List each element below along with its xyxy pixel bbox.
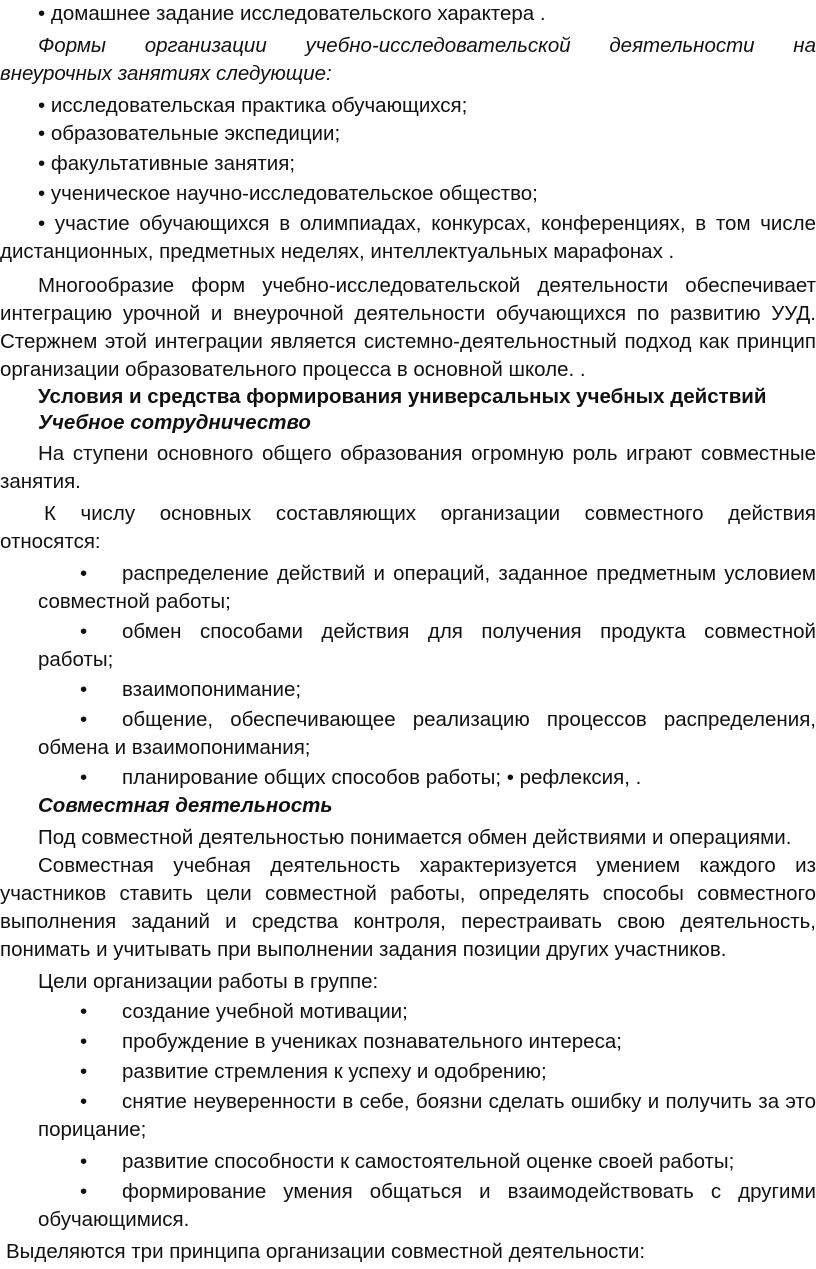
text-line: Многообразие форм учебно-исследовательской деятельности обеспечивает <box>38 274 816 297</box>
bullet-icon: • <box>80 1180 88 1203</box>
text-line: Формы организации учебно-исследовательской деятельности на <box>38 34 816 57</box>
list-item: • образовательные экспедиции; <box>38 122 341 145</box>
list-item: • участие обучающихся в олимпиадах, конкурсах, конференциях, в том числе <box>38 212 816 235</box>
text-line: занятия. <box>0 470 81 493</box>
list-item: создание учебной мотивации; <box>122 1000 408 1023</box>
list-item: обмен способами действия для получения продукта совместной <box>122 620 816 643</box>
text-line: Совместная учебная деятельность характеризуется умением каждого из <box>38 854 816 877</box>
bullet-icon: • <box>80 766 88 789</box>
text-line: Выделяются три принципа организации совместной деятельности: <box>6 1240 646 1263</box>
text-line: интеграцию урочной и внеурочной деятельности обучающихся по развитию УУД. <box>0 302 816 325</box>
bullet-icon: • <box>80 678 88 701</box>
text-line: На ступени основного общего образования огромную роль играют совместные <box>38 442 816 465</box>
list-item: пробуждение в учениках познавательного интереса; <box>122 1030 622 1053</box>
list-item: развитие способности к самостоятельной оценке своей работы; <box>122 1150 735 1173</box>
section-heading: Условия и средства формирования универсальных учебных действий <box>38 385 767 408</box>
bullet-icon: • <box>80 1090 88 1113</box>
list-item: • ученическое научно-исследовательское общество; <box>38 182 538 205</box>
list-item-continuation: совместной работы; <box>38 590 231 613</box>
list-item-continuation: работы; <box>38 648 114 671</box>
bullet-icon: • <box>80 562 88 585</box>
subsection-heading: Учебное сотрудничество <box>38 411 311 434</box>
bullet-icon: • <box>80 620 88 643</box>
text-line: дистанционных, предметных неделях, интеллектуальных марафонах . <box>0 240 675 263</box>
subsection-heading: Совместная деятельность <box>38 794 333 817</box>
list-item-continuation: порицание; <box>38 1118 147 1141</box>
list-item: взаимопонимание; <box>122 678 302 701</box>
text-line: Цели организации работы в группе: <box>38 970 379 993</box>
text-line: выполнения заданий и средства контроля, перестраивать свою деятельность, <box>0 910 816 933</box>
text-line: понимать и учитывать при выполнении задания позиции других участников. <box>0 938 727 961</box>
text-line: К числу основных составляющих организации совместного действия <box>44 502 816 525</box>
list-item-continuation: обучающимися. <box>38 1208 190 1231</box>
bullet-icon: • <box>80 708 88 731</box>
bullet-icon: • <box>80 1150 88 1173</box>
text-line: относятся: <box>0 530 101 553</box>
list-item: снятие неуверенности в себе, боязни сделать ошибку и получить за это <box>122 1090 816 1113</box>
text-line: организации образовательного процесса в основной школе. . <box>0 358 586 381</box>
text-line: участников ставить цели совместной работы, определять способы совместного <box>0 882 816 905</box>
text-line: Стержнем этой интеграции является системно-деятельностный подход как принцип <box>0 330 816 353</box>
list-item: развитие стремления к успеху и одобрению; <box>122 1060 547 1083</box>
bullet-icon: • <box>80 1030 88 1053</box>
list-item: • исследовательская практика обучающихся; <box>38 94 468 117</box>
list-item: общение, обеспечивающее реализацию процессов распределения, <box>122 708 816 731</box>
list-item: распределение действий и операций, заданное предметным условием <box>122 562 816 585</box>
text-line: внеурочных занятиях следующие: <box>0 62 332 85</box>
list-item: • факультативные занятия; <box>38 152 296 175</box>
text-line: Под совместной деятельностью понимается обмен действиями и операциями. <box>38 826 792 849</box>
list-item-continuation: обмена и взаимопонимания; <box>38 736 311 759</box>
bullet-icon: • <box>80 1060 88 1083</box>
list-item: формирование умения общаться и взаимодействовать с другими <box>122 1180 816 1203</box>
list-item: планирование общих способов работы; • рефлексия, . <box>122 766 642 789</box>
bullet-icon: • <box>80 1000 88 1023</box>
text-line: • домашнее задание исследовательского характера . <box>38 2 546 25</box>
